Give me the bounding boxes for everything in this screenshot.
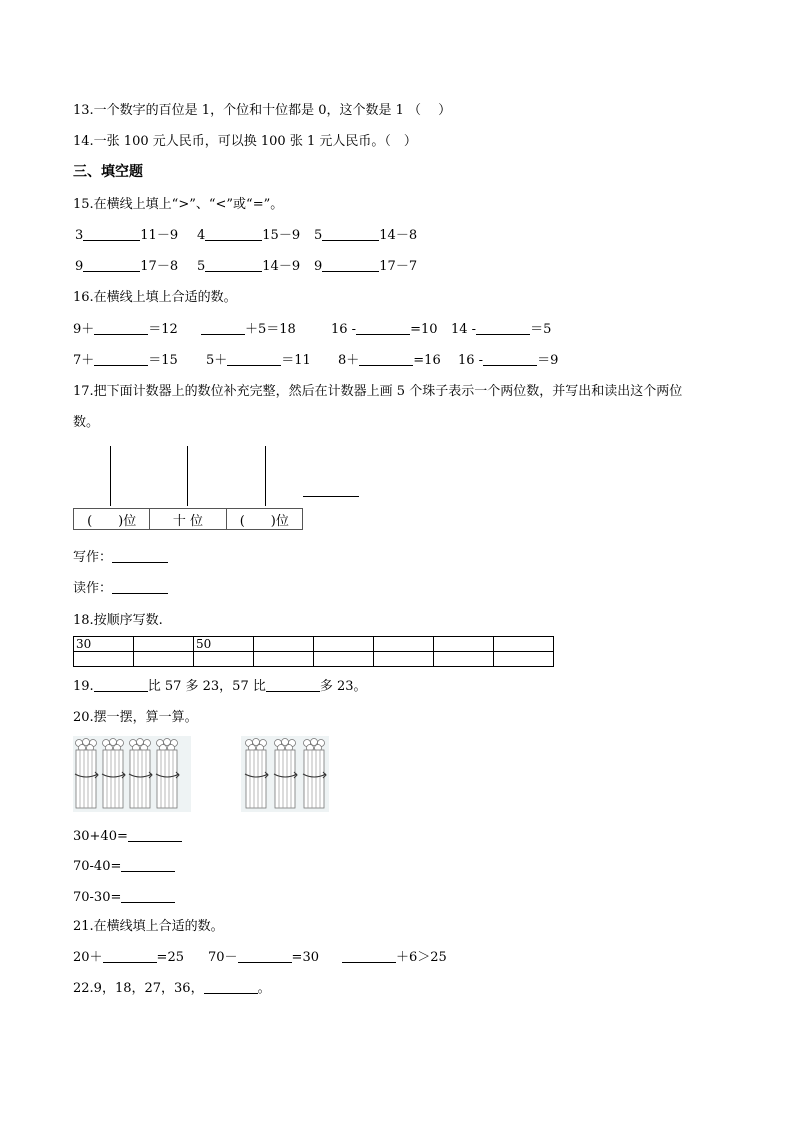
question-20-eq-1: 30+40= [73,828,182,846]
seq-cell [134,637,194,652]
abacus-base [73,508,303,530]
seq-cell [254,652,314,667]
question-17-title: 17.把下面计数器上的数位补充完整，然后在计数器上画 5 个珠子表示一个两位数，并写出和读出这个两位 [73,384,683,399]
abacus-rod [110,446,111,506]
question-15-row-2: 9 17－8 5 14－9 9 17－7 [75,259,418,274]
question-15-title: 15.在横线上填上“>”、“<”或“=”。 [73,197,284,212]
seq-cell [74,652,134,667]
place-cell: 十 位 [150,509,226,529]
seq-cell [494,652,554,667]
abacus-rod [265,446,266,506]
stick-bundles-image [73,736,329,812]
question-15-row-1: 3 11－9 4 15－9 5 14－8 [75,228,418,243]
question-20-eq-2: 70-40= [73,858,175,876]
seq-cell [194,652,254,667]
seq-cell [254,637,314,652]
question-19: 19. 比 57 多 23，57 比 多 23。 [73,679,367,694]
question-21-title: 21.在横线填上合适的数。 [73,919,224,934]
abacus-rod [187,446,188,506]
sequence-table [73,636,554,667]
question-14: 14.一张 100 元人民币，可以换 100 张 1 元人民币。（ ） [73,134,417,149]
place-cell: ( )位 [74,509,150,529]
question-16-row-1: 9＋ ＝12 ＋5＝18 16 - =10 14 - ＝5 [73,322,552,337]
question-13: 13.一个数字的百位是 1，个位和十位都是 0，这个数是 1 （ ） [73,103,452,118]
section-heading: 三、填空题 [73,164,143,180]
seq-cell [434,637,494,652]
read-as: 读作： [73,580,168,598]
seq-cell [494,637,554,652]
question-16-row-2: 7＋ ＝15 5＋ ＝11 8＋ =16 16 - ＝9 [73,353,559,368]
counting-frame [73,446,363,532]
question-21-row: 20＋ =25 70－ =30 ＋6＞25 [73,950,447,965]
question-18-title: 18.按顺序写数. [73,613,163,628]
seq-cell [374,652,434,667]
question-22: 22.9，18，27，36， 。 [73,981,271,996]
seq-cell [134,652,194,667]
seq-cell [314,637,374,652]
question-16-title: 16.在横线上填上合适的数。 [73,290,237,305]
seq-cell: 50 [194,637,254,652]
stick-bundles-icon [73,736,329,812]
write-as: 写作： [73,549,168,567]
question-20-title: 20.摆一摆，算一算。 [73,710,198,725]
seq-cell [314,652,374,667]
question-20-eq-3: 70-30= [73,889,175,907]
seq-cell [434,652,494,667]
answer-blank [303,496,359,497]
question-17-title-cont: 数。 [73,415,100,430]
place-cell: ( )位 [239,513,289,529]
seq-cell: 30 [74,637,134,652]
seq-cell [374,637,434,652]
